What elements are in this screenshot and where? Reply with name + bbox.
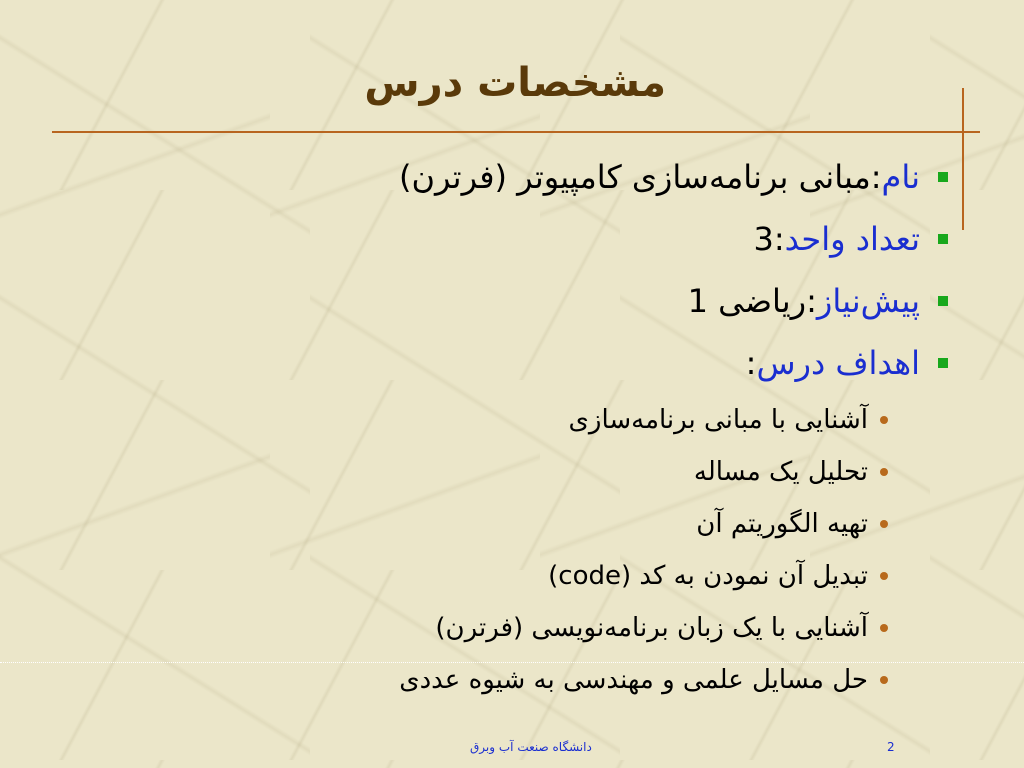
green-square-bullet-icon bbox=[938, 358, 948, 368]
round-bullet-icon bbox=[880, 572, 888, 580]
item-term: اهداف درس bbox=[756, 344, 920, 382]
slide-content bbox=[48, 146, 948, 706]
goal-text: آشنایی با یک زبان برنامه‌نویسی (فرترن) bbox=[435, 613, 868, 643]
item-separator: : bbox=[870, 158, 882, 196]
round-bullet-icon bbox=[880, 624, 888, 632]
slide-title: مشخصات درس bbox=[364, 60, 666, 106]
page-number: 2 bbox=[887, 740, 895, 754]
item-value: 3 bbox=[753, 220, 774, 258]
green-square-bullet-icon bbox=[938, 172, 948, 182]
footer-divider bbox=[0, 662, 1024, 663]
item-term: پیش‌نیاز bbox=[816, 282, 920, 320]
goal-item bbox=[48, 498, 888, 550]
item-separator: : bbox=[745, 344, 757, 382]
goal-item bbox=[48, 394, 888, 446]
round-bullet-icon bbox=[880, 520, 888, 528]
item-value: مبانی برنامه‌سازی کامپیوتر (فرترن) bbox=[399, 158, 871, 196]
goal-text: تحلیل یک مساله bbox=[693, 457, 868, 487]
title-rule-vertical bbox=[962, 88, 964, 230]
goal-text: آشنایی با مبانی برنامه‌سازی bbox=[568, 405, 868, 435]
bullet-item-units bbox=[48, 208, 948, 270]
goal-item bbox=[48, 550, 888, 602]
round-bullet-icon bbox=[880, 416, 888, 424]
footer-university: دانشگاه صنعت آب وبرق bbox=[470, 740, 592, 754]
bullet-item-prerequisite bbox=[48, 270, 948, 332]
item-term: تعداد واحد bbox=[784, 220, 920, 258]
item-separator: : bbox=[773, 220, 785, 258]
green-square-bullet-icon bbox=[938, 296, 948, 306]
goal-text: تهیه الگوریتم آن bbox=[696, 509, 868, 539]
round-bullet-icon bbox=[880, 468, 888, 476]
goal-item bbox=[48, 446, 888, 498]
goal-item bbox=[48, 602, 888, 654]
goal-text: حل مسایل علمی و مهندسی به شیوه عددی bbox=[399, 665, 868, 695]
green-square-bullet-icon bbox=[938, 234, 948, 244]
round-bullet-icon bbox=[880, 676, 888, 684]
item-value: ریاضی 1 bbox=[687, 282, 807, 320]
bullet-item-goals bbox=[48, 332, 948, 394]
title-rule-horizontal bbox=[52, 131, 980, 133]
item-term: نام bbox=[881, 158, 920, 196]
item-separator: : bbox=[806, 282, 817, 320]
bullet-item-name bbox=[48, 146, 948, 208]
goal-text: تبدیل آن نمودن به کد (code) bbox=[548, 561, 868, 591]
